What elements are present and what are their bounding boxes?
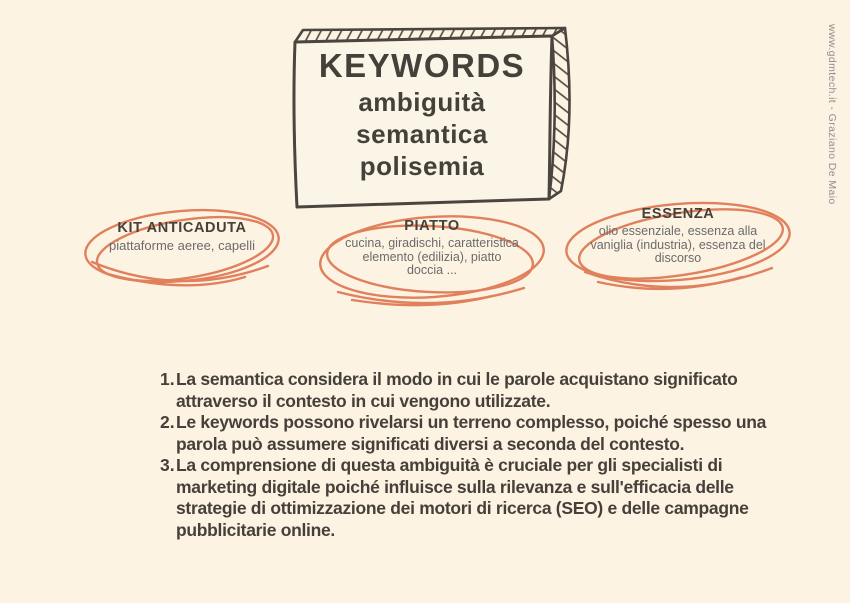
note-number: 2. (160, 412, 175, 432)
bubble-description: cucina, giradischi, caratteristica elemento (edilizia), piatto doccia ... (345, 236, 519, 277)
board-line-2: semantica (356, 119, 488, 149)
note-text: Le keywords possono rivelarsi un terreno complesso, poiché spesso una parola può assumere significati diversi a seconda del contesto. (176, 412, 767, 454)
keywords-board (293, 46, 551, 182)
board-line-1: ambiguità (358, 87, 486, 117)
bubble-title: KIT ANTICADUTA (117, 220, 247, 236)
watermark-credit: www.gdmtech.it - Graziano De Maio (826, 24, 838, 205)
note-text: La comprensione di questa ambiguità è cruciale per gli specialisti di marketing digitale poiché influisce sulla rilevanza e sull'efficacia delle strategie di ottimizzazione dei motori di ricerca (SEO) e delle campagne pubblicitarie online. (176, 455, 749, 540)
bubble-title: ESSENZA (641, 206, 715, 222)
board-line-3: polisemia (359, 151, 485, 181)
note-number: 1. (160, 369, 175, 389)
note-item-3 (160, 455, 778, 541)
bubble-description: olio essenziale, essenza alla vaniglia (industria), essenza del discorso (590, 224, 766, 265)
note-text: La semantica considera il modo in cui le parole acquistano significato attraverso il contesto in cui vengono utilizzate. (176, 369, 738, 411)
board-title: KEYWORDS (318, 47, 526, 84)
bubble-kit-anticaduta (82, 220, 282, 253)
bubble-description: piattaforme aeree, capelli (109, 238, 255, 253)
note-item-1 (160, 369, 778, 412)
bubble-title: PIATTO (404, 218, 460, 234)
bubble-piatto (337, 218, 527, 278)
notes-list (160, 369, 778, 541)
bubble-essenza (582, 206, 774, 266)
note-item-2 (160, 412, 778, 455)
note-number: 3. (160, 455, 175, 475)
